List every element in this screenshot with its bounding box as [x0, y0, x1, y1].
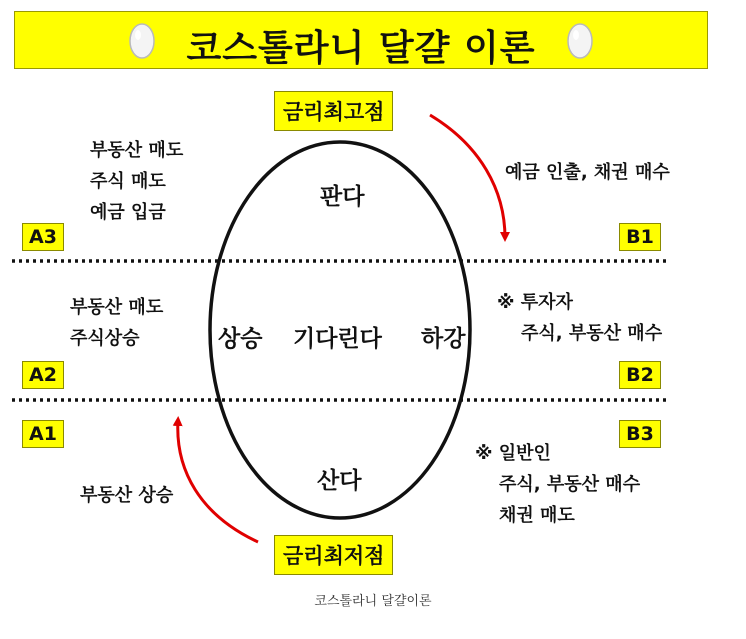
egg-bottom-text: 산다 [317, 468, 362, 494]
action-line: 부동산 상승 [80, 485, 174, 506]
action-line: 주식, 부동산 매수 [521, 323, 663, 344]
egg-left-text: 상승 [218, 326, 263, 352]
action-line: 예금 인출, 채권 매수 [505, 162, 670, 183]
actions-b3 [475, 438, 640, 531]
action-line: 주식상승 [70, 328, 140, 349]
egg-right-text: 하강 [421, 326, 466, 352]
action-line: 부동산 매도 [70, 297, 164, 318]
stage-label-b2: B2 [619, 361, 661, 389]
descending-arrow [430, 115, 505, 238]
action-line: 부동산 매도 [90, 140, 184, 161]
egg-top-text: 판다 [320, 184, 365, 210]
stage-label-a3: A3 [22, 223, 64, 251]
action-line: 채권 매도 [499, 505, 575, 526]
stage-label-a1: A1 [22, 420, 64, 448]
action-line: 주식, 부동산 매수 [499, 474, 641, 495]
actions-a3 [90, 135, 183, 228]
actions-a1 [80, 480, 173, 511]
action-line: ※ 일반인 [475, 443, 551, 464]
actions-a2 [70, 292, 163, 354]
action-line: ※ 투자자 [497, 292, 573, 313]
stage-label-a2: A2 [22, 361, 64, 389]
actions-b2 [497, 287, 662, 349]
page-title: 코스톨라니 달걀 이론 [186, 28, 536, 69]
rate-peak-label: 금리최고점 [274, 91, 393, 131]
actions-b1 [505, 157, 670, 188]
ascending-arrow [178, 420, 258, 542]
rate-trough-label: 금리최저점 [274, 535, 393, 575]
stage-label-b3: B3 [619, 420, 661, 448]
action-line: 예금 입금 [90, 202, 166, 223]
action-line: 주식 매도 [90, 171, 166, 192]
egg-center-text: 기다린다 [293, 326, 382, 352]
stage-label-b1: B1 [619, 223, 661, 251]
image-caption: 코스톨라니 달걀이론 [314, 594, 432, 609]
